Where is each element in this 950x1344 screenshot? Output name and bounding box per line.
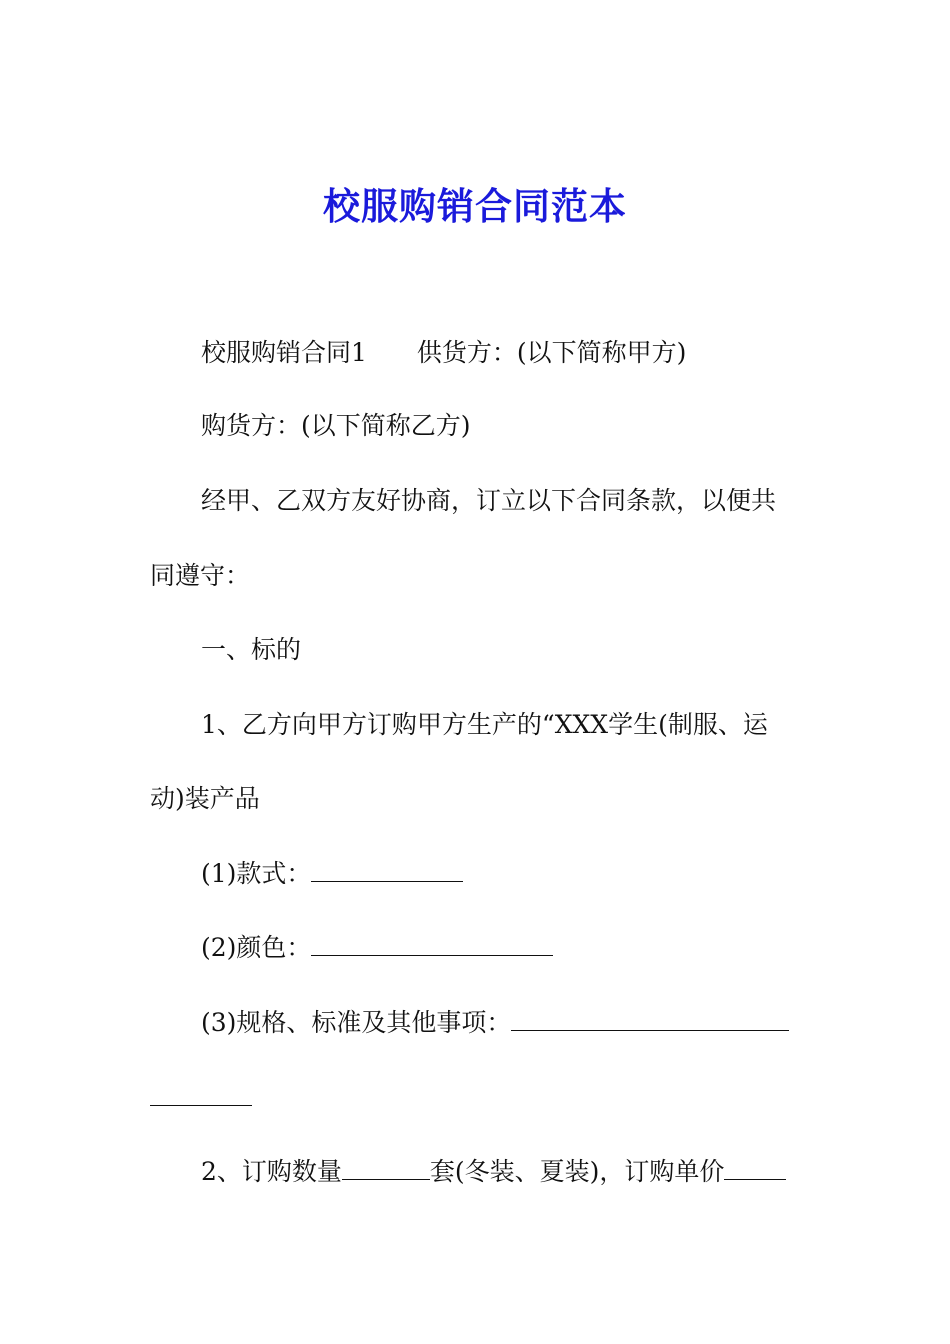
contract-heading-line: [201, 337, 686, 369]
paragraph-intro-line-1: 经甲、乙双方友好协商，订立以下合同条款，以便共: [201, 486, 777, 515]
color-blank-underline: [311, 933, 553, 956]
unit-price-label: 套(冬装、夏装)，订购单价: [429, 1157, 725, 1186]
quantity-label: 2、订购数量: [201, 1157, 342, 1186]
color-line: [201, 932, 553, 964]
style-line: [201, 858, 463, 890]
quantity-line: [201, 1156, 786, 1188]
spec-label: (3)规格、标准及其他事项：: [201, 1008, 512, 1037]
unit-price-blank-underline: [724, 1157, 786, 1180]
style-blank-underline: [311, 859, 463, 882]
item-1-line-2: 动)装产品: [150, 784, 260, 813]
supplier-label: 供货方：(以下简称甲方): [416, 338, 687, 367]
spec-line: [201, 1007, 789, 1039]
paragraph-intro-line-2: 同遵守：: [150, 561, 251, 590]
spec-blank-underline: [511, 1008, 789, 1031]
buyer-line: 购货方：(以下简称乙方): [201, 411, 471, 440]
document-title: 校服购销合同范本: [323, 184, 627, 228]
quantity-blank-underline: [342, 1157, 430, 1180]
style-label: (1)款式：: [201, 859, 312, 888]
contract-number: 校服购销合同1: [201, 338, 367, 367]
spec-continuation-line: [150, 1082, 252, 1114]
spec-continuation-underline: [150, 1083, 252, 1106]
item-1-line-1: 1、乙方向甲方订购甲方生产的“XXX学生(制服、运: [201, 710, 768, 739]
section-heading-subject: 一、标的: [201, 635, 302, 664]
color-label: (2)颜色：: [201, 933, 312, 962]
